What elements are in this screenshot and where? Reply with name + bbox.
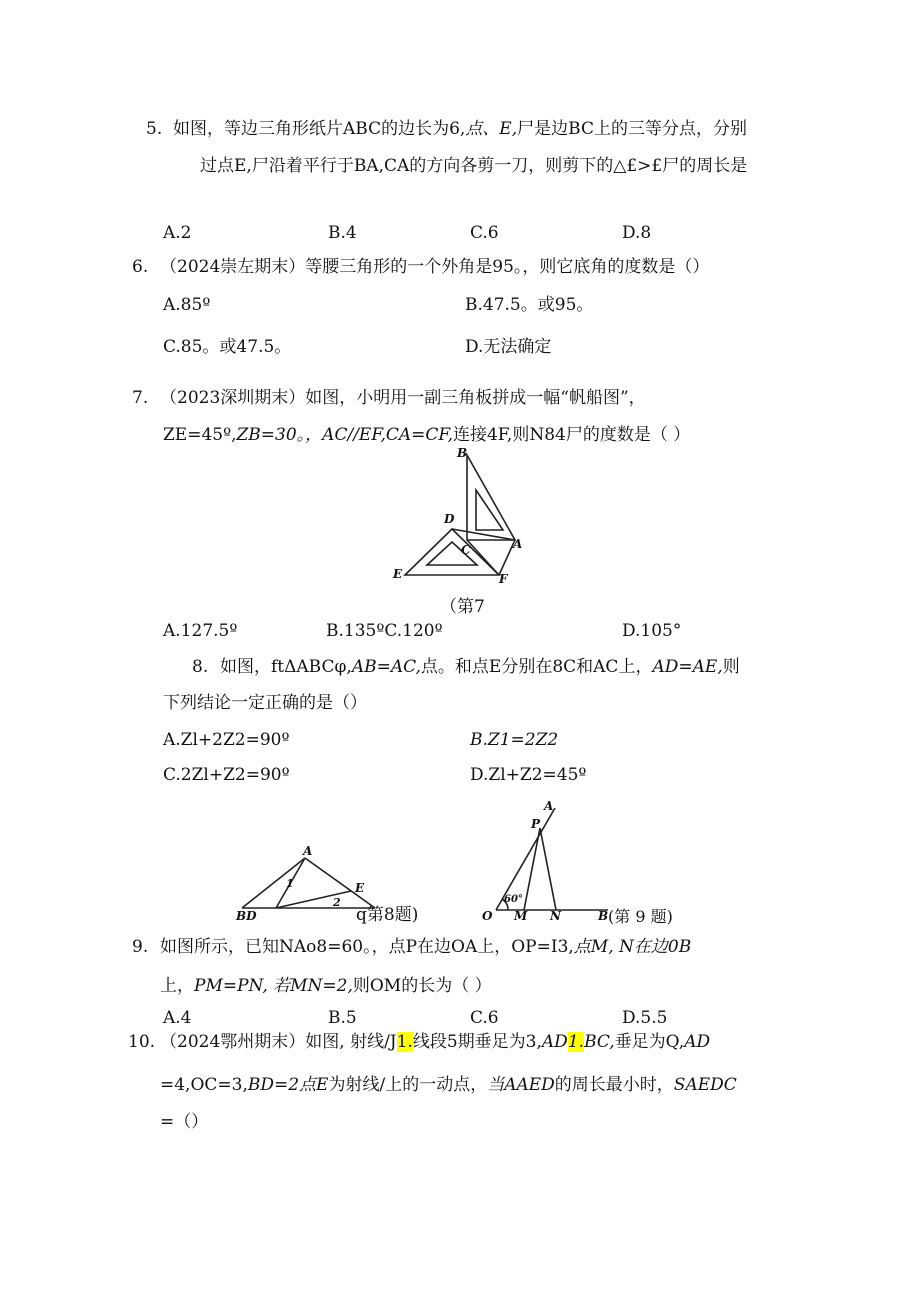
q9-line2-b: PM=PN, 若MN=2, <box>194 976 353 996</box>
q5-line2: 过点E,尸沿着平行于BA,CA的方向各剪一刀，则剪下的△£>£尸的周长是 <box>200 156 748 176</box>
q7-small-set-square <box>405 529 499 575</box>
q6-option-a: A.85º <box>163 295 211 315</box>
q9-line2-a: 上， <box>160 976 194 996</box>
q9-label-p: P <box>531 817 541 831</box>
q10-line1-highlight-1: 1. <box>396 1032 413 1052</box>
q10-line2-b: BD=2点E <box>247 1075 329 1095</box>
q10-line1-c: AD <box>541 1032 568 1052</box>
q6-option-c: C.85。或47.5。 <box>163 337 292 357</box>
q7-segment-cf <box>467 540 499 575</box>
q8-side-ab <box>242 858 305 908</box>
q7-option-d: D.105° <box>622 621 682 641</box>
q8-label-bd: BD <box>236 909 257 923</box>
q8-number: 8. <box>192 657 209 677</box>
q9-segment-pn <box>540 828 556 910</box>
q9-option-d: D.5.5 <box>622 1008 668 1028</box>
q8-line1-b: AB=AC, <box>351 657 421 677</box>
q5-option-a: A.2 <box>163 223 192 243</box>
q6-stem: （2024崇左期末）等腰三角形的一个外角是95。，则它底角的度数是（） <box>160 257 710 277</box>
q7-label-e: E <box>393 567 403 581</box>
q6-option-d: D.无法确定 <box>465 337 552 357</box>
q7-line2-a: ZE=45º, <box>163 425 237 445</box>
q8-figure-caption: q第8题) <box>356 905 419 925</box>
q5-line1-italic: 点、E, <box>465 119 518 139</box>
q9-line2 <box>160 975 492 997</box>
q7-sailboat-figure <box>385 442 535 592</box>
q7-figure-caption: （第7 <box>440 597 485 617</box>
q10-line1-e: 垂足为Q, <box>614 1032 685 1052</box>
q10-line1-d: BC, <box>584 1032 615 1052</box>
q8-option-b: B.Z1=2Z2 <box>470 730 559 750</box>
q5-line1-text: 如图，等边三角形纸片ABC的边长为6, <box>173 119 466 139</box>
q5-line1-end: 尸是边BC上的三等分点，分别 <box>517 119 747 139</box>
q9-label-m: M <box>514 909 528 923</box>
q10-line1-b: 线段5期垂足为3, <box>412 1032 542 1052</box>
q5-line1 <box>173 118 747 140</box>
q8-label-angle2: 2 <box>333 896 341 909</box>
q10-number: 10. <box>128 1032 156 1052</box>
q7-label-c: C <box>461 543 471 557</box>
q10-line1 <box>160 1031 710 1053</box>
q7-option-bc: B.135ºC.120º <box>326 621 443 641</box>
q7-option-a: A.127.5º <box>163 621 238 641</box>
q9-label-n: N <box>550 909 561 923</box>
q8-option-c: C.2Zl+Z2=90º <box>163 765 290 785</box>
q8-label-a: A <box>303 844 313 858</box>
q10-line2-e: 的周长最小时， <box>554 1075 674 1095</box>
q8-line1-a: 如图，ftΔABCφ, <box>220 657 352 677</box>
q9-line1-a: 如图所示，已知NAo8=60。，点P在边OA上，OP=I3, <box>160 937 574 957</box>
q6-option-b: B.47.5。或95。 <box>465 295 594 315</box>
q9-line2-c: 则OM的长为（ ） <box>352 976 492 996</box>
q6-number: 6. <box>132 257 149 277</box>
q9-angle-figure <box>470 798 610 924</box>
q8-option-d: D.Zl+Z2=45º <box>470 765 587 785</box>
q7-line1: （2023深圳期末）如图，小明用一副三角板拼成一幅“帆船图”， <box>160 388 646 408</box>
q10-line2-a: =4,OC=3, <box>160 1075 248 1095</box>
q8-option-a: A.Zl+2Z2=90º <box>163 730 290 750</box>
q7-line2-b: ZB=30。，AC//EF,CA=CF, <box>236 425 453 445</box>
q10-line3: =（） <box>160 1112 209 1132</box>
q9-label-o: O <box>482 909 493 923</box>
q10-line2-f: SAEDC <box>673 1075 737 1095</box>
q7-number: 7. <box>132 388 149 408</box>
q8-line1-d: AD=AE, <box>652 657 723 677</box>
q10-line2-d: 当AAED <box>487 1075 555 1095</box>
q7-label-d: D <box>444 512 455 526</box>
q5-option-c: C.6 <box>470 223 499 243</box>
q9-figure-caption: (第 9 题) <box>608 907 673 926</box>
q8-label-angle1: 1 <box>286 877 294 890</box>
q9-label-angle: 60° <box>504 894 523 905</box>
q9-option-a: A.4 <box>163 1008 192 1028</box>
q10-line1-f: AD <box>684 1032 711 1052</box>
q9-option-b: B.5 <box>328 1008 357 1028</box>
q8-line2: 下列结论一定正确的是（） <box>163 693 367 713</box>
q10-line1-highlight-2: 1. <box>567 1032 585 1052</box>
q7-label-b: B <box>457 446 468 460</box>
q5-number: 5. <box>146 119 163 139</box>
q9-label-a: A <box>544 799 554 813</box>
q8-label-e: E <box>355 881 365 895</box>
q9-line1 <box>160 936 691 958</box>
q9-label-b: B <box>598 909 609 923</box>
q9-option-c: C.6 <box>470 1008 499 1028</box>
q9-line1-b: 点M, N在边0B <box>573 937 692 957</box>
q7-label-f: F <box>499 572 508 586</box>
q10-line2-c: 为射线/上的一动点， <box>328 1075 488 1095</box>
q5-option-d: D.8 <box>622 223 652 243</box>
q7-label-a: A <box>513 537 523 551</box>
q9-number: 9. <box>132 937 149 957</box>
q7-big-set-square <box>467 455 515 540</box>
q7-line2-c: 连接4F,则N84尸的度数是（ ） <box>452 425 691 445</box>
q8-line1-c: 点。和点E分别在8C和AC上， <box>420 657 653 677</box>
q8-line1-e: 则 <box>722 657 740 677</box>
q5-option-b: B.4 <box>328 223 357 243</box>
q10-line2 <box>160 1074 737 1096</box>
q10-line1-a: （2024鄂州期末）如图, 射线/J <box>160 1032 397 1052</box>
q9-segment-pm <box>524 828 540 910</box>
q8-line1 <box>220 656 740 678</box>
